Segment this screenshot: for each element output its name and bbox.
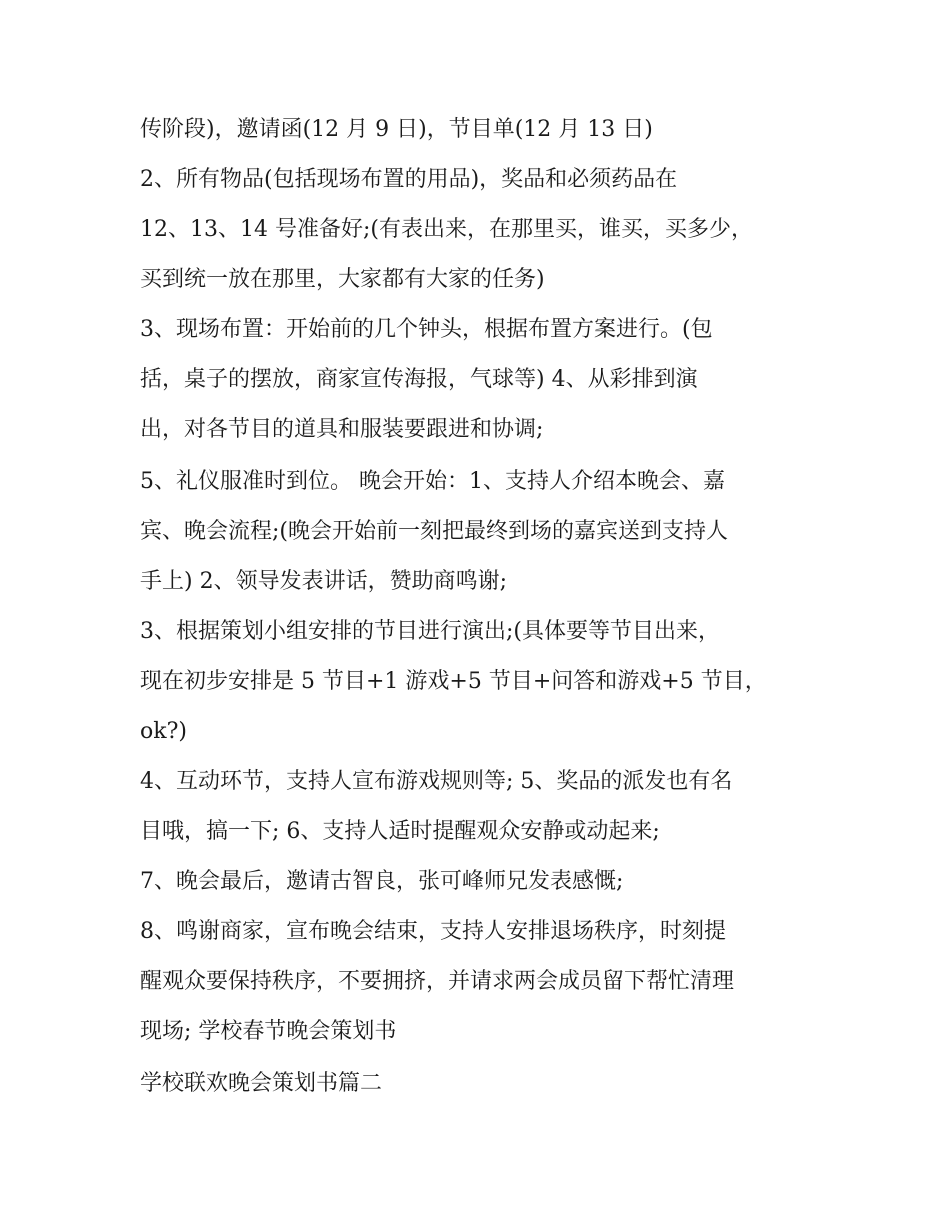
- text-line: 出，对各节目的道具和服装要跟进和协调;: [140, 417, 544, 442]
- text-line: 括，桌子的摆放，商家宣传海报，气球等) 4、从彩排到演: [140, 367, 698, 392]
- section-heading: 学校联欢晚会策划书篇二: [140, 1071, 383, 1096]
- text-line: 4、互动环节，支持人宣布游戏规则等; 5、奖品的派发也有名: [140, 769, 733, 794]
- text-line: ok?): [140, 719, 187, 744]
- text-line: 买到统一放在那里，大家都有大家的任务): [140, 267, 545, 292]
- text-line: 目哦，搞一下; 6、支持人适时提醒观众安静或动起来;: [140, 819, 660, 844]
- text-line: 传阶段)，邀请函(12 月 9 日)，节目单(12 月 13 日): [140, 117, 653, 142]
- text-line: 现在初步安排是 5 节目+1 游戏+5 节目+问答和游戏+5 节目，: [140, 669, 767, 694]
- text-line: 现场; 学校春节晚会策划书: [140, 1019, 397, 1044]
- text-line: 醒观众要保持秩序，不要拥挤，并请求两会成员留下帮忙清理: [140, 969, 735, 994]
- text-line: 宾、晚会流程;(晚会开始前一刻把最终到场的嘉宾送到支持人: [140, 519, 728, 544]
- text-line: 3、根据策划小组安排的节目进行演出;(具体要等节目出来，: [140, 619, 720, 644]
- text-line: 7、晚会最后，邀请古智良，张可峰师兄发表感慨;: [140, 869, 624, 894]
- text-line: 手上) 2、领导发表讲话，赞助商鸣谢;: [140, 569, 507, 594]
- text-line: 3、现场布置：开始前的几个钟头，根据布置方案进行。(包: [140, 317, 713, 342]
- text-line: 5、礼仪服准时到位。 晚会开始：1、支持人介绍本晚会、嘉: [140, 469, 725, 494]
- text-line: 8、鸣谢商家，宣布晚会结束，支持人安排退场秩序，时刻提: [140, 919, 726, 944]
- text-line: 2、所有物品(包括现场布置的用品)，奖品和必须药品在: [140, 167, 678, 192]
- text-line: 12、13、14 号准备好;(有表出来，在那里买，谁买，买多少，: [140, 217, 753, 242]
